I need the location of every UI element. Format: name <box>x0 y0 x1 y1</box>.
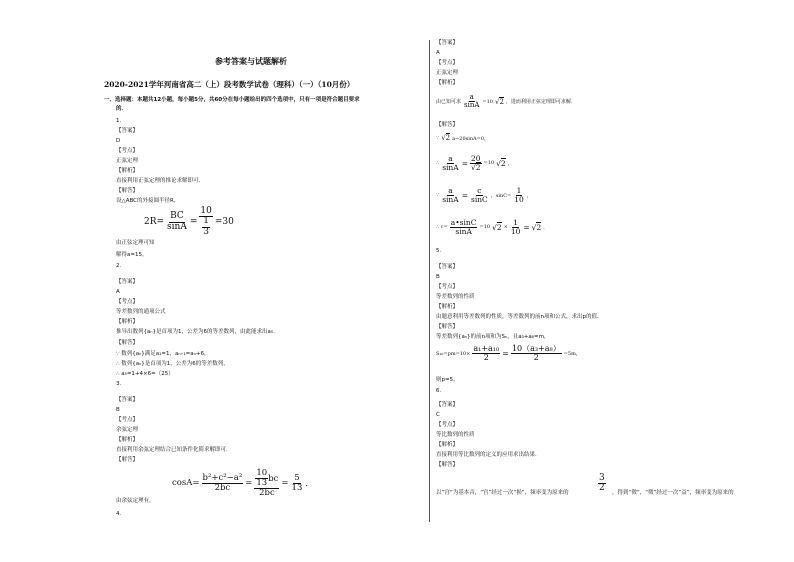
fraction-numerator: a <box>448 186 453 195</box>
fraction-denominator: 13 <box>256 477 268 488</box>
fraction-numerator: a <box>448 154 453 163</box>
fraction-denominator: 2 <box>599 483 605 494</box>
fraction <box>463 94 480 110</box>
question-number: 2. <box>116 263 122 269</box>
topic-value: 正弦定理 <box>436 70 459 76</box>
fraction-denominator: 3 <box>203 226 209 237</box>
fraction <box>450 219 478 236</box>
fraction-3-2 <box>598 474 606 494</box>
analysis-text: ，进而利用正弦定理即可求解． <box>505 99 576 106</box>
page-subtitle: 2020-2021学年河南省高二（上）段考数学试卷（理科）（一）（10月份） <box>104 80 355 89</box>
formula-text: = <box>502 349 509 359</box>
fraction-denominator: 2 <box>533 353 539 363</box>
formula-text: bc <box>268 473 279 484</box>
formula-text: = <box>523 222 530 232</box>
formula-cosa <box>172 469 314 498</box>
formula-text: S₁₀=pm=10× <box>436 350 471 357</box>
answer-label: 【答案】 <box>116 279 139 285</box>
formula-text: = <box>189 217 198 228</box>
solution-label: 【解答】 <box>436 122 459 128</box>
formula-text: ∴ c= <box>436 224 448 231</box>
fraction <box>202 217 210 237</box>
solution-line: ∴ a₅=1+4×6=（25） <box>116 371 174 377</box>
fraction-numerator <box>254 469 279 489</box>
fraction <box>291 474 304 493</box>
topic-value: 等差数列的通项公式 <box>116 309 166 315</box>
right-column <box>436 0 766 562</box>
topic-value: 等差数列的性质 <box>436 294 475 300</box>
answer-value: D <box>116 138 121 144</box>
column-divider <box>429 40 430 522</box>
fraction-numerator: a•sinC <box>450 218 477 227</box>
question-number: 5. <box>436 248 442 254</box>
formula-text: = <box>461 158 468 168</box>
fraction-numerator: BC <box>170 211 184 222</box>
solution-label: 【解答】 <box>116 188 139 194</box>
fraction <box>441 187 460 204</box>
answer-value: A <box>116 289 120 295</box>
section-heading-cont: 的． <box>116 106 128 112</box>
solution-formula <box>436 219 548 236</box>
question-number: 1. <box>116 118 122 124</box>
fraction-numerator: c <box>477 186 482 195</box>
fraction-denominator: 10 <box>514 194 524 204</box>
topic-label: 【考点】 <box>436 284 459 290</box>
analysis-label: 【解析】 <box>116 437 139 443</box>
fraction <box>166 212 188 232</box>
solution-line: ∴ 数列{aₙ}是首项为1，公差为6的等差数列， <box>116 361 229 367</box>
fraction <box>254 469 279 498</box>
fraction-numerator: 3 <box>599 473 605 483</box>
analysis-text: 由已知可求 <box>436 99 462 106</box>
analysis-text: 由题意利用等差数列的性质，等差数列的前n项和公式，求出p的值． <box>436 314 603 320</box>
section-heading: 一、选择题：本题共12小题，每小题5分，共60分在每小题给出的四个选项中，只有一项是符合题目要求 <box>104 97 360 103</box>
fraction <box>441 155 460 172</box>
solution-line: 由余弦定理有， <box>116 498 155 504</box>
radical: √2 <box>494 97 504 106</box>
analysis-label: 【解析】 <box>436 304 459 310</box>
formula-text: 2R= <box>144 217 165 228</box>
analysis-formula-line <box>436 94 576 110</box>
formula-text: =10 <box>482 98 493 105</box>
fraction-numerator: 20 <box>470 154 481 163</box>
solution-label: 【解答】 <box>116 457 139 463</box>
formula-text: cosA= <box>172 478 200 489</box>
formula-text: ． <box>305 479 314 490</box>
answer-label: 【答案】 <box>116 128 139 134</box>
formula-2r <box>144 207 234 237</box>
fraction <box>472 345 500 363</box>
solution-line: 解得a=15， <box>116 252 148 258</box>
formula-text: ， <box>526 192 532 199</box>
analysis-label: 【解析】 <box>436 442 459 448</box>
solution-line: 由正弦定理可知 <box>116 240 155 246</box>
fraction-denominator: sinA <box>455 226 472 236</box>
fraction <box>470 187 489 204</box>
fraction-denominator: sinA <box>442 194 459 204</box>
fraction-denominator: sinA <box>442 162 459 172</box>
solution-formula <box>436 187 532 204</box>
formula-text: =10 <box>479 224 491 231</box>
analysis-text: 推导出数列{aₙ}是首项为1，公差为6的等差数列，由此能求出a₅． <box>116 329 279 335</box>
solution-line: 以“宫”为基本音，“宫”经过一次“损”，频率变为原来的 <box>436 490 569 496</box>
answer-value: B <box>436 274 440 280</box>
topic-label: 【考点】 <box>116 299 139 305</box>
formula-text: ， <box>507 160 513 167</box>
fraction-numerator: a₁+a₁₀ <box>473 344 500 353</box>
fraction <box>470 155 482 172</box>
fraction-denominator: 10 <box>510 226 521 236</box>
solution-line: 设△ABC的外接圆半径R， <box>116 198 180 204</box>
formula-text: × <box>503 224 508 231</box>
topic-label: 【考点】 <box>436 422 459 428</box>
question-number: 3. <box>116 381 122 387</box>
fraction-numerator: 1 <box>513 218 518 227</box>
formula-text: ∵ <box>436 135 440 141</box>
radical: √2 <box>496 158 506 168</box>
radical: √2 <box>492 222 502 232</box>
solution-line: 等差数列{aₙ}的前n项和为Sₙ，且a₃+a₈=m， <box>436 334 550 340</box>
formula-text: a−20sinA=0， <box>452 135 490 142</box>
fraction-numerator: a <box>469 93 474 101</box>
solution-label: 【解答】 <box>436 462 459 468</box>
topic-label: 【考点】 <box>116 417 139 423</box>
fraction-numerator: 1 <box>516 186 522 195</box>
formula-text: =10 <box>483 160 495 167</box>
fraction-numerator: b²+c²−a² <box>202 472 243 483</box>
formula-text: = <box>281 478 289 489</box>
left-column <box>104 0 424 562</box>
solution-formula <box>436 134 489 142</box>
page-title: 参考答案与试题解析 <box>215 56 287 66</box>
radical: √2 <box>531 222 542 232</box>
analysis-label: 【解析】 <box>436 80 459 86</box>
formula-text: ∵ <box>436 192 440 199</box>
fraction-denominator: sinA <box>464 101 480 110</box>
answer-value: B <box>116 407 120 413</box>
formula-text: =5m， <box>563 351 581 358</box>
formula-text: ，sinC= <box>490 192 512 199</box>
fraction <box>255 469 268 488</box>
analysis-text: 直接利用正弦定理的推论求解即可． <box>116 178 205 184</box>
solution-line: 则p=5， <box>436 377 459 383</box>
analysis-text: 直接利用等比数列的定义的应用求出结果． <box>436 452 541 458</box>
analysis-label: 【解析】 <box>116 168 139 174</box>
fraction-denominator: sinC <box>470 194 488 204</box>
solution-line: ∵ 数列{aₙ}满足a₁=1，aₙ₊₁=aₙ+6， <box>116 351 210 357</box>
fraction <box>199 207 212 237</box>
analysis-text: 直接利用余弦定理结合已知条件化简求解即可． <box>116 447 232 453</box>
topic-value: 余弦定理 <box>116 427 139 433</box>
fraction <box>510 219 522 236</box>
fraction-denominator: sinA <box>167 221 187 232</box>
fraction-numerator: 1 <box>203 216 209 227</box>
formula-text: =30 <box>214 217 234 228</box>
fraction-denominator <box>470 164 482 172</box>
answer-label: 【答案】 <box>436 402 459 408</box>
formula-text: = <box>461 190 468 200</box>
formula-text: = <box>245 478 253 489</box>
solution-line: ，得到“徵”，“徵”经过一次“益”，频率变为原来的 <box>612 490 734 496</box>
answer-value: A <box>436 50 440 56</box>
formula-text: ． <box>543 224 549 231</box>
fraction-numerator: 10（a₃+a₈） <box>511 344 561 353</box>
answer-value: C <box>436 412 440 418</box>
question-number: 6. <box>436 388 442 394</box>
fraction <box>202 474 244 493</box>
fraction-numerator: 10 <box>200 206 212 216</box>
solution-formula <box>436 345 581 363</box>
formula-text: ∴ <box>436 160 440 167</box>
fraction <box>598 474 606 494</box>
fraction-denominator: 2bc <box>259 487 275 498</box>
solution-formula <box>436 155 513 172</box>
radical: √2 <box>441 134 451 142</box>
topic-label: 【考点】 <box>116 148 139 154</box>
fraction-denominator: 2bc <box>214 482 231 493</box>
answer-label: 【答案】 <box>436 264 459 270</box>
topic-value: 正弦定理 <box>116 158 139 164</box>
radical: √2 <box>470 162 481 172</box>
fraction-denominator <box>201 217 211 237</box>
solution-label: 【解答】 <box>116 340 139 346</box>
fraction-denominator: 13 <box>291 482 303 493</box>
topic-value: 等比数列的性质 <box>436 432 475 438</box>
fraction-denominator: 2 <box>483 353 489 363</box>
question-number: 4. <box>116 511 122 517</box>
fraction <box>511 345 562 363</box>
analysis-label: 【解析】 <box>116 319 139 325</box>
fraction-numerator: 10 <box>256 468 268 478</box>
solution-label: 【解答】 <box>436 324 459 330</box>
topic-label: 【考点】 <box>436 60 459 66</box>
answer-label: 【答案】 <box>436 40 459 46</box>
answer-label: 【答案】 <box>116 397 139 403</box>
fraction-numerator: 5 <box>294 472 300 483</box>
fraction <box>513 187 525 204</box>
